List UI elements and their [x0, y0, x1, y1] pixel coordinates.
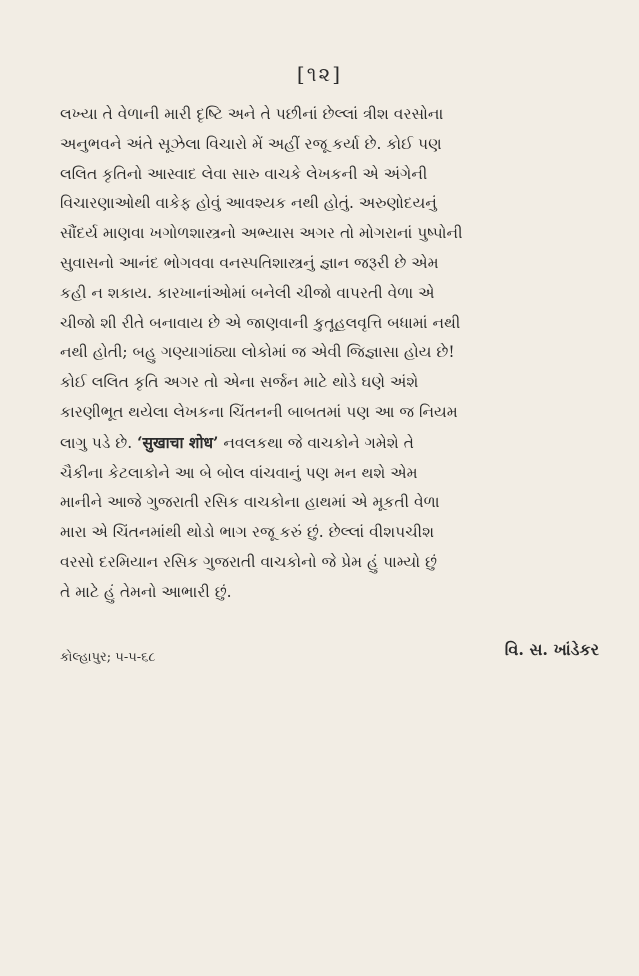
place-date: કોલ્હાપુર; ૫-૫-૬૮ [60, 650, 156, 665]
text-line: ચૈકીના કેટલાકોને આ બે બોલ વાંચવાનું પણ મન થશે એમ [60, 463, 418, 482]
text-line-start: લાગુ પડે છે. [60, 433, 138, 452]
text-line: નથી હોતી; બહુ ગણ્યાગાંઠ્યા લોકોમાં જ એવી જિજ્ઞાસા હોય છે! [60, 343, 455, 362]
text-line: સૌંદર્ય માણવા ખગોળશાસ્ત્રનો અભ્યાસ અગર તો મોગરાનાં પુષ્પોની [60, 224, 463, 243]
text-line-end: નવલકથા જે વાચકોને ગમેશે તે [218, 433, 414, 452]
novel-title: ‘सुखाचा शोध’ [137, 432, 219, 452]
author-signature: વિ. સ. ખાંડેકર [504, 640, 599, 659]
text-line: કહી ન શકાય. કારખાનાંઓમાં બનેલી ચીજો વાપરતી વેળા એ [60, 283, 435, 302]
text-line: કોઈ લલિત કૃતિ અગર તો એના સર્જન માટે થોડે ઘણે અંશે [60, 373, 419, 392]
text-line: લલિત કૃતિનો આસ્વાદ લેવા સારુ વાચકે લેખકની એ અંગેની [60, 164, 428, 183]
text-line: ચીજો શી રીતે બનાવાય છે એ જાણવાની કુતૂહલવૃત્તિ બધામાં નથી [60, 313, 461, 332]
text-line-with-title [60, 428, 600, 459]
text-line: વિચારણાઓથી વાકેફ હોવું આવશ્યક નથી હોતું. અરુણોદયનું [60, 194, 437, 213]
text-line: તે માટે હું તેમનો આભારી છું. [60, 582, 232, 601]
text-line: કારણીભૂત થયેલા લેખકના ચિંતનની બાબતમાં પણ આ જ નિયમ [60, 402, 458, 421]
text-line: સુવાસનો આનંદ ભોગવવા વનસ્પતિશાસ્ત્રનું જ્ઞાન જરૂરી છે એમ [60, 253, 439, 272]
page-number: [૧૨] [296, 62, 343, 86]
text-line: મારા એ ચિંતનમાંથી થોડો ભાગ રજૂ કરું છું. છેલ્લાં વીશપચીશ [60, 523, 435, 542]
text-line: લખ્યા તે વેળાની મારી દૃષ્ટિ અને તે પછીનાં છેલ્લાં ત્રીશ વરસોના [60, 105, 444, 123]
text-line: માનીને આજે ગુજરાતી રસિક વાચકોના હાથમાં એ મૂકતી વેળા [60, 493, 440, 512]
text-line: અનુભવને અંતે સૂઝેલા વિચારો મેં અહીં રજૂ કર્યા છે. કોઈ પણ [60, 134, 442, 153]
preface-body [60, 100, 600, 608]
text-line: વરસો દરમિયાન રસિક ગુજરાતી વાચકોનો જે પ્રેમ હું પામ્યો છું [60, 552, 437, 571]
